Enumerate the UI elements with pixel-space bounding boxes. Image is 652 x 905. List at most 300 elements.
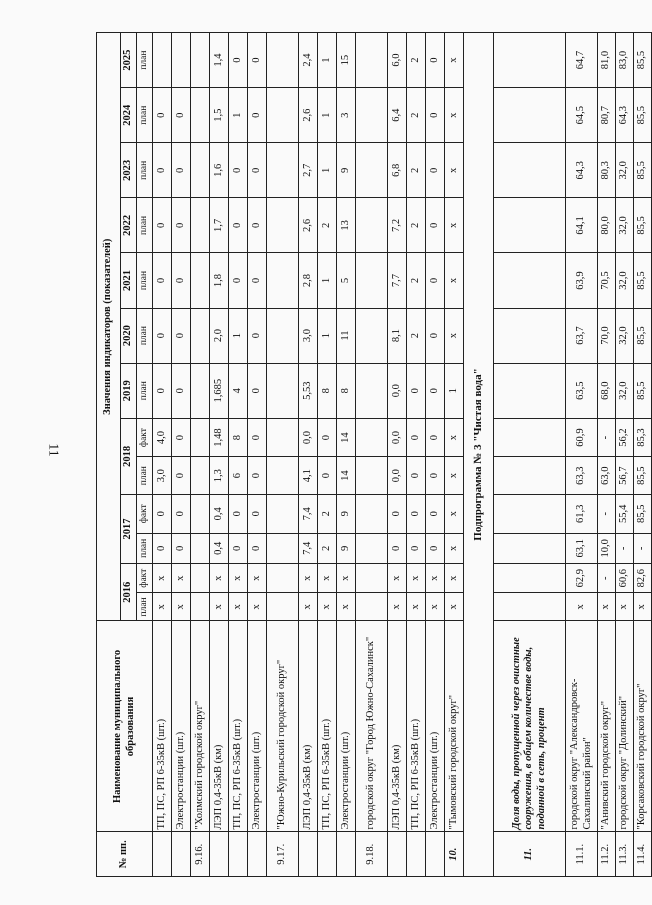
row-value: 11 (337, 308, 356, 363)
row-name: ЛЭП 0,4-35кВ (км) (299, 621, 318, 832)
row-value: 9 (337, 533, 356, 563)
year-2021: 2021 (121, 253, 137, 308)
row-value: 0 (248, 418, 267, 457)
row-value: 8 (318, 363, 337, 418)
row-value: 0 (426, 143, 445, 198)
row-value: 85,5 (634, 88, 652, 143)
row-value: х (445, 533, 464, 563)
row-value: 0 (248, 88, 267, 143)
row-num (229, 832, 248, 877)
row-value: 0 (426, 308, 445, 363)
row-value: х (445, 308, 464, 363)
row-value: 85,5 (634, 457, 652, 495)
row-value: 1,685 (210, 363, 229, 418)
row-name: Электростанции (шт.) (337, 621, 356, 832)
row-value: 0 (172, 418, 191, 457)
row-num (407, 832, 426, 877)
row-value: 0 (407, 418, 426, 457)
row-value: х (407, 564, 426, 593)
row-value: х (598, 593, 616, 621)
row-value: - (616, 533, 634, 563)
year-2023: 2023 (121, 143, 137, 198)
row-value: 0 (248, 253, 267, 308)
row-value: 0 (426, 88, 445, 143)
row-value: 1,3 (210, 457, 229, 495)
row-value: 0 (153, 143, 172, 198)
row-value: 0 (388, 494, 407, 533)
row-value: 7,4 (299, 533, 318, 563)
row-value (191, 494, 210, 533)
row-value: 63,7 (566, 308, 598, 363)
row-value (172, 33, 191, 88)
row-value: 0 (172, 308, 191, 363)
row-value: 1,48 (210, 418, 229, 457)
row-value (191, 308, 210, 363)
row-value: 0 (229, 533, 248, 563)
row-value (267, 143, 299, 198)
row-value: 0 (388, 533, 407, 563)
row-name: Электростанции (шт.) (248, 621, 267, 832)
row-value: - (634, 533, 652, 563)
row-value: 80,7 (598, 88, 616, 143)
table-row (426, 33, 445, 877)
row-num: 9.18. (356, 832, 388, 877)
row-value: 1 (318, 308, 337, 363)
row-value: 1 (318, 253, 337, 308)
row-value: 0 (172, 88, 191, 143)
table-row (634, 33, 652, 877)
row-value: 1,5 (210, 88, 229, 143)
table-row (616, 33, 634, 877)
row-value: 0 (407, 533, 426, 563)
row-value: 0 (318, 457, 337, 495)
row-value: 14 (337, 457, 356, 495)
row-value: х (318, 564, 337, 593)
row-value: 70,0 (598, 308, 616, 363)
row-value: 85,5 (634, 253, 652, 308)
row-name: городской округ "Александровск-Сахалинский район" (566, 621, 598, 832)
plan-header: план (137, 198, 153, 253)
row-num (210, 832, 229, 877)
row-num (318, 832, 337, 877)
row-name: ТП, ПС, РП 6-35кВ (шт.) (407, 621, 426, 832)
row-value (191, 363, 210, 418)
row-value: 32,0 (616, 198, 634, 253)
row-value: 0 (407, 457, 426, 495)
row-value (267, 363, 299, 418)
row-value: 1,8 (210, 253, 229, 308)
row-value (191, 88, 210, 143)
row-value: - (598, 418, 616, 457)
row-value: х (445, 593, 464, 621)
row-value: 63,0 (598, 457, 616, 495)
table-row (267, 33, 299, 877)
row-num: 10. (445, 832, 464, 877)
table-row (337, 33, 356, 877)
row-value: 56,2 (616, 418, 634, 457)
row-value: х (229, 564, 248, 593)
row-value: 0 (248, 143, 267, 198)
row-name: "Анивский городской округ" (598, 621, 616, 832)
row-value: 2 (407, 308, 426, 363)
row-value (356, 564, 388, 593)
table-body-top (153, 33, 464, 877)
table-body-bottom (566, 33, 652, 877)
row-value: х (388, 593, 407, 621)
plan-header: план (137, 533, 153, 563)
row-name: городской округ "Город Южно-Сахалинск" (356, 621, 388, 832)
header-num: № пп. (97, 832, 153, 877)
year-2018: 2018 (121, 418, 137, 494)
table-row (248, 33, 267, 877)
row-value (191, 143, 210, 198)
year-2017: 2017 (121, 494, 137, 563)
row-value (356, 593, 388, 621)
row-value: 1 (318, 33, 337, 88)
row-value: 1 (318, 143, 337, 198)
row-value: 81,0 (598, 33, 616, 88)
row-num (299, 832, 318, 877)
row-value: 0 (426, 253, 445, 308)
table-row (172, 33, 191, 877)
header-name: Наименование муниципального образования (97, 621, 153, 832)
row-value (267, 457, 299, 495)
row-value: 7,7 (388, 253, 407, 308)
row-value: х (445, 564, 464, 593)
row-value: х (299, 593, 318, 621)
row-value: 64,7 (566, 33, 598, 88)
row-value: 0 (172, 494, 191, 533)
row-value: 82,6 (634, 564, 652, 593)
row-name: ТП, ПС, РП 6-35кВ (шт.) (318, 621, 337, 832)
row-value: 85,5 (634, 308, 652, 363)
row-value: 0 (248, 198, 267, 253)
row-value (267, 418, 299, 457)
row-value: 63,5 (566, 363, 598, 418)
row-value: 14 (337, 418, 356, 457)
table-row (210, 33, 229, 877)
row-value: 2 (407, 143, 426, 198)
row-value: 6 (229, 457, 248, 495)
fact-header: факт (137, 494, 153, 533)
row-num: 11.4. (634, 832, 652, 877)
row-value: 2,6 (299, 88, 318, 143)
row-value (267, 593, 299, 621)
row-num: 11.2. (598, 832, 616, 877)
row-value: 1 (229, 88, 248, 143)
row-value: 0,4 (210, 533, 229, 563)
row-value: - (598, 494, 616, 533)
row-value: 6,0 (388, 33, 407, 88)
row-name: "Южно-Курильский городской округ" (267, 621, 299, 832)
row-value: 2,0 (210, 308, 229, 363)
row-value: 32,0 (616, 308, 634, 363)
row-value: 85,5 (634, 494, 652, 533)
row-value: 0 (172, 198, 191, 253)
row-value (153, 33, 172, 88)
row-value: х (210, 593, 229, 621)
row-num: 9.17. (267, 832, 299, 877)
row-value: 2,6 (299, 198, 318, 253)
row-value: 8 (229, 418, 248, 457)
row-value: 0 (229, 198, 248, 253)
row-value: х (388, 564, 407, 593)
row-value: 0 (172, 457, 191, 495)
row-name: ЛЭП 0,4-35кВ (км) (210, 621, 229, 832)
row-value: 7,2 (388, 198, 407, 253)
row-value: 8,1 (388, 308, 407, 363)
row-value: 64,3 (616, 88, 634, 143)
row-value: 0 (407, 494, 426, 533)
row-num (172, 832, 191, 877)
row-num (248, 832, 267, 877)
table-row (598, 33, 616, 877)
row-value: 1,7 (210, 198, 229, 253)
table-row (566, 33, 598, 877)
plan-header: план (137, 88, 153, 143)
row-value: 63,1 (566, 533, 598, 563)
row-value (267, 253, 299, 308)
row-value: 2 (407, 88, 426, 143)
row-value: 6,8 (388, 143, 407, 198)
row-value: х (634, 593, 652, 621)
row-value: х (248, 593, 267, 621)
row-value: 5,53 (299, 363, 318, 418)
row-value: х (337, 593, 356, 621)
row-value: 85,5 (634, 198, 652, 253)
row-value: 0 (172, 143, 191, 198)
row-value (267, 88, 299, 143)
row-value (356, 88, 388, 143)
row-value: 0 (426, 33, 445, 88)
page-number: 11 (45, 443, 61, 457)
row-value: 0 (426, 363, 445, 418)
row-value: 4,0 (153, 418, 172, 457)
row-value: 0 (248, 457, 267, 495)
row-value (267, 198, 299, 253)
row-value: 70,5 (598, 253, 616, 308)
row-value: 0,0 (388, 418, 407, 457)
table-row (191, 33, 210, 877)
row-name: ТП, ПС, РП 6-35кВ (шт.) (229, 621, 248, 832)
row-value: 64,5 (566, 88, 598, 143)
row-value: 5 (337, 253, 356, 308)
row-value: 80,3 (598, 143, 616, 198)
row-value: 0 (153, 494, 172, 533)
plan-header: план (137, 253, 153, 308)
row-value: 3,0 (299, 308, 318, 363)
row-value: х (318, 593, 337, 621)
row-value: х (616, 593, 634, 621)
row-value (191, 564, 210, 593)
table-row (153, 33, 172, 877)
row-num (388, 832, 407, 877)
row-value: 0 (153, 363, 172, 418)
table-row (445, 33, 464, 877)
row-value: х (426, 564, 445, 593)
row-value: х (445, 88, 464, 143)
row-value: 2 (318, 533, 337, 563)
row-value: х (299, 564, 318, 593)
row-value: 0 (153, 88, 172, 143)
row-value: 1 (229, 308, 248, 363)
row-value: 0 (426, 533, 445, 563)
row-value: х (445, 253, 464, 308)
row-value: 0 (248, 494, 267, 533)
table-row (318, 33, 337, 877)
row-num (337, 832, 356, 877)
row-value: 15 (337, 33, 356, 88)
row-value (191, 533, 210, 563)
plan-header: план (137, 457, 153, 495)
row-value: 2 (407, 198, 426, 253)
row-name: ТП, ПС, РП 6-35кВ (шт.) (153, 621, 172, 832)
plan-header: план (137, 363, 153, 418)
row-num (426, 832, 445, 877)
row-value (267, 308, 299, 363)
indicators-table (96, 32, 652, 877)
row-value: 2,8 (299, 253, 318, 308)
row-value: 85,5 (634, 363, 652, 418)
row-value: 60,9 (566, 418, 598, 457)
row-value: 2 (318, 494, 337, 533)
row-value: х (153, 564, 172, 593)
row-value: 0 (248, 308, 267, 363)
row-value (191, 418, 210, 457)
row-value: 0 (248, 533, 267, 563)
row-num: 11.1. (566, 832, 598, 877)
row-value (356, 198, 388, 253)
row-value (191, 253, 210, 308)
rotated-table-container (96, 32, 648, 877)
plan-header: план (137, 33, 153, 88)
year-2020: 2020 (121, 308, 137, 363)
header-values: Значения индикаторов (показателей) (97, 33, 121, 621)
row11-name: Доля воды, пропущенной через очистные сооружения, в общем количестве воды, поданной в сеть, процент (494, 621, 566, 832)
row-value: х (337, 564, 356, 593)
row-value: 32,0 (616, 143, 634, 198)
row-value: 10,0 (598, 533, 616, 563)
row-value: 63,3 (566, 457, 598, 495)
row-value: 0 (172, 533, 191, 563)
row-value (267, 33, 299, 88)
row-value (267, 564, 299, 593)
row-value: х (445, 198, 464, 253)
plan-header: план (137, 593, 153, 621)
row-value: 4,1 (299, 457, 318, 495)
row-num (153, 832, 172, 877)
table-row (388, 33, 407, 877)
row-value: 85,5 (634, 33, 652, 88)
row-value: 85,3 (634, 418, 652, 457)
row-value: 1 (318, 88, 337, 143)
row-value: 0,0 (388, 457, 407, 495)
row-value: 3,0 (153, 457, 172, 495)
row-value: 1,4 (210, 33, 229, 88)
row-value: 0 (426, 457, 445, 495)
plan-header: план (137, 143, 153, 198)
row-value: 0 (153, 308, 172, 363)
row-value: х (445, 457, 464, 495)
table-row (356, 33, 388, 877)
row-value: х (445, 33, 464, 88)
table-row (299, 33, 318, 877)
row-value: 0 (426, 198, 445, 253)
year-2022: 2022 (121, 198, 137, 253)
row-value: 0,0 (299, 418, 318, 457)
row-value: 0 (229, 494, 248, 533)
row-value (267, 533, 299, 563)
row-value: 80,0 (598, 198, 616, 253)
row-value: 1,6 (210, 143, 229, 198)
row-value (356, 308, 388, 363)
row-value: 56,7 (616, 457, 634, 495)
row-value: 0 (172, 253, 191, 308)
row-value: х (229, 593, 248, 621)
row-name: "Корсаковский городской округ" (634, 621, 652, 832)
row-name: Электростанции (шт.) (172, 621, 191, 832)
row-value: 83,0 (616, 33, 634, 88)
plan-header: план (137, 308, 153, 363)
table-row (407, 33, 426, 877)
row-value: 2 (407, 33, 426, 88)
row-value (356, 363, 388, 418)
row-value: 1 (445, 363, 464, 418)
row-value: 0 (229, 253, 248, 308)
row-name: "Тымовский городской округ" (445, 621, 464, 832)
row-value: 2,7 (299, 143, 318, 198)
row-value: 55,4 (616, 494, 634, 533)
row-value: 0 (407, 363, 426, 418)
row-value: 9 (337, 494, 356, 533)
row-value: 0 (153, 198, 172, 253)
year-2024: 2024 (121, 88, 137, 143)
row-value (356, 457, 388, 495)
row-value: х (210, 564, 229, 593)
row-value: 64,3 (566, 143, 598, 198)
row-value: 0 (426, 418, 445, 457)
row-value: 61,3 (566, 494, 598, 533)
row-value: х (153, 593, 172, 621)
row-value: 0 (248, 363, 267, 418)
row-value: 64,1 (566, 198, 598, 253)
row-value (356, 143, 388, 198)
row-value: 6,4 (388, 88, 407, 143)
row-value: х (566, 593, 598, 621)
row-name: Электростанции (шт.) (426, 621, 445, 832)
row-name: городской округ "Долинский" (616, 621, 634, 832)
row-value: 63,9 (566, 253, 598, 308)
row-value: х (426, 593, 445, 621)
year-2025: 2025 (121, 33, 137, 88)
row-value: 2 (407, 253, 426, 308)
row-value (356, 33, 388, 88)
row-value: 2,4 (299, 33, 318, 88)
row-value: 7,4 (299, 494, 318, 533)
row-value: 0 (229, 33, 248, 88)
row-value: х (172, 593, 191, 621)
row-value: х (445, 143, 464, 198)
row-name: ЛЭП 0,4-35кВ (км) (388, 621, 407, 832)
row-value: 32,0 (616, 253, 634, 308)
row-name: "Холмский городской округ" (191, 621, 210, 832)
row-value: 85,5 (634, 143, 652, 198)
row-value: 0 (229, 143, 248, 198)
row-value: 62,9 (566, 564, 598, 593)
row-value: х (407, 593, 426, 621)
row-value (356, 494, 388, 533)
fact-header: факт (137, 418, 153, 457)
